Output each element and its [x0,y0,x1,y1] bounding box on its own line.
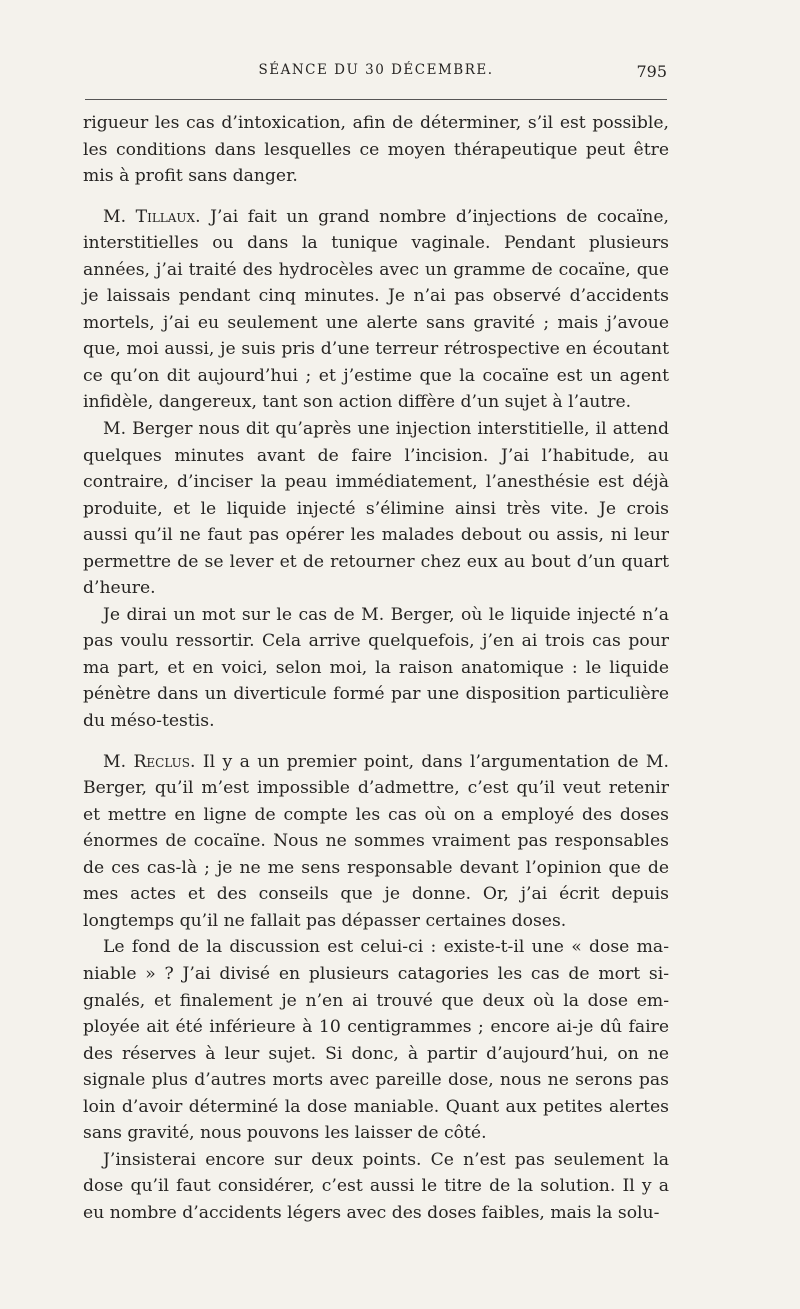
paragraph-text: M. Berger nous dit qu’après une injection interstitielle, il attend quelques minutes avant de faire l’incision. J’ai l’habitude, au contraire, d’inciser la peau immédiatement, l’anesthésie est déjà produite, et le liquide injecté s’élimine ainsi très vite. Je crois aussi qu’il ne faut pas opérer les malades debout ou assis, ni leur permettre de se lever et de retourner chez eux au bout d’un quart d’heure. [83,419,669,599]
paragraph-continuation [83,110,669,190]
paragraph-two-points [83,1147,669,1227]
paragraph-berger-case [83,602,669,735]
paragraph-dose-maniable [83,934,669,1146]
speaker-name: M. Tillaux. [103,206,201,227]
running-head: SÉANCE DU 30 DÉCEMBRE. [258,62,494,78]
paragraph-text: J’insisterai encore sur deux points. Ce n’est pas seulement la dose qu’il faut considérer, c’est aussi le titre de la solution. Il y a eu nombre d’accidents légers avec des doses faibles, mais la solu- [83,1149,669,1223]
paragraph-text: Je dirai un mot sur le cas de M. Berger, où le liquide injecté n’a pas voulu ressortir. Cela arrive quelquefois, j’en ai trois cas pour ma part, et en voici, selon moi, la raison anatomique : le liquide pénètre dans un diverticule formé par une disposition particulière du méso-testis. [83,604,669,732]
paragraph-text: J’ai fait un grand nombre d’injections de cocaïne, interstitielles ou dans la tunique vaginale. Pendant plusieurs années, j’ai traité des hydrocèles avec un gramme de cocaïne, que je laissais pendant cinq minutes. Je n’ai pas observé d’accidents mortels, j’ai eu seulement une alerte sans gravité ; mais j’avoue que, moi aussi, je suis pris d’une terreur rétrospective en écoutant ce qu’on dit aujourd’hui ; et j’estime que la cocaïne est un agent infidèle, dangereux, tant son action diffère d’un sujet à l’autre. [83,206,670,413]
speaker-name: M. Reclus. [103,751,196,772]
page-header [85,62,667,88]
header-rule [85,99,667,100]
paragraph-tillaux [83,204,669,416]
page-body [83,110,669,1226]
paragraph-text: Le fond de la discussion est celui-ci : existe-t-il une « dose maniable » ? J’ai divisé en plusieurs catagories les cas de mort signalés, et finalement je n’en ai trouvé que deux où la dose employée ait été inférieure à 10 centigrammes ; encore ai-je dû faire des réserves à leur sujet. Si donc, à partir d’aujourd’hui, on ne signale plus d’autres morts avec pareille dose, nous ne serons pas loin d’avoir déterminé la dose maniable. Quant aux petites alertes sans gravité, nous pouvons les laisser de côté. [83,937,669,1144]
page-number: 795 [636,62,667,81]
paragraph-reclus [83,749,669,935]
paragraph-berger-injection [83,416,669,602]
paragraph-text: Il y a un premier point, dans l’argumentation de M. Berger, qu’il m’est impossible d’admettre, c’est qu’il veut retenir et mettre en ligne de compte les cas où on a employé des doses énormes de cocaïne. Nous ne sommes vraiment pas responsables de ces cas-là ; je ne me sens responsable devant l’opinion que de mes actes et des conseils que je donne. Or, j’ai écrit depuis longtemps qu’il ne fallait pas dépasser certaines doses. [83,751,669,931]
paragraph-text: rigueur les cas d’intoxication, afin de déterminer, s’il est possible, les conditions dans lesquelles ce moyen thérapeutique peut être mis à profit sans danger. [83,113,669,187]
